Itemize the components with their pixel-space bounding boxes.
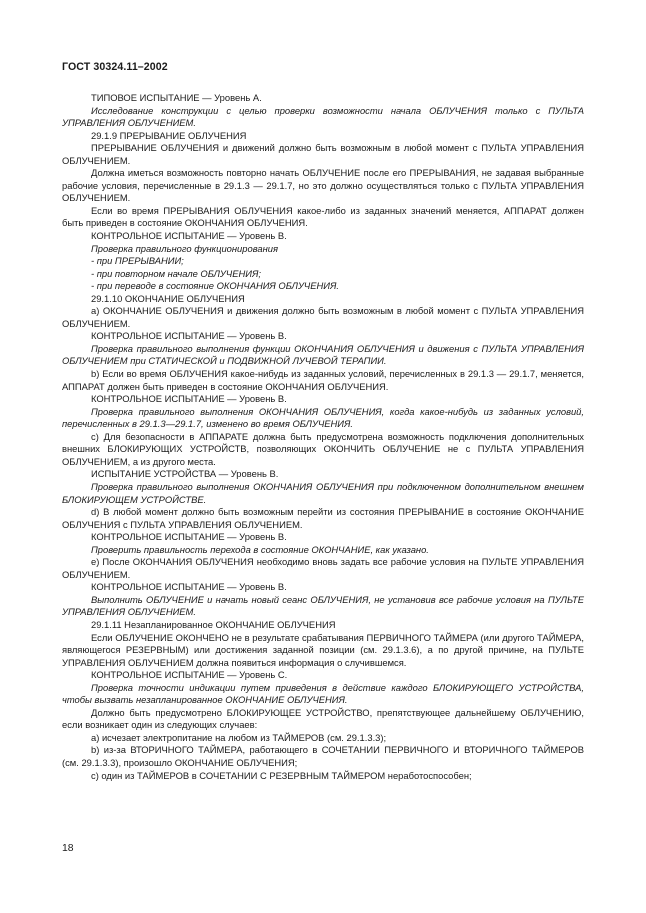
- paragraph: КОНТРОЛЬНОЕ ИСПЫТАНИЕ — Уровень В.: [91, 230, 287, 242]
- paragraph: Проверка правильного функционирования: [91, 242, 278, 254]
- paragraph: КОНТРОЛЬНОЕ ИСПЫТАНИЕ — Уровень В.: [91, 393, 287, 405]
- paragraph: 29.1.9 ПРЕРЫВАНИЕ ОБЛУЧЕНИЯ: [91, 129, 247, 141]
- paragraph: КОНТРОЛЬНОЕ ИСПЫТАНИЕ — Уровень В.: [91, 581, 287, 593]
- paragraph: Проверка точности индикации путем приведения в действие каждого БЛОКИРУЮЩЕГО УСТРОЙСТВА, чтобы вызвать незапланированное ОКОНЧАНИЕ ОБЛУЧЕНИЯ.: [62, 681, 584, 706]
- paragraph: Выполнить ОБЛУЧЕНИЕ и начать новый сеанс ОБЛУЧЕНИЯ, не установив все рабочие условия на ПУЛЬТЕ УПРАВЛЕНИЯ ОБЛУЧЕНИЕМ.: [62, 593, 584, 618]
- paragraph: d) В любой момент должно быть возможным перейти из состояния ПРЕРЫВАНИЕ в состояние ОКОНЧАНИЕ ОБЛУЧЕНИЯ с ПУЛЬТА УПРАВЛЕНИЯ ОБЛУЧЕНИЕМ.: [62, 506, 584, 530]
- paragraph: КОНТРОЛЬНОЕ ИСПЫТАНИЕ — Уровень В.: [91, 531, 287, 543]
- paragraph: Должна иметься возможность повторно начать ОБЛУЧЕНИЕ после его ПРЕРЫВАНИЯ, не задавая выбранные рабочие условия, перечисленные в 29.1.3 — 29.1.7, но это должно осуществляться только с ПУЛЬТА УПРАВЛЕНИЯ ОБЛУЧЕНИЕМ.: [62, 167, 584, 204]
- paragraph: а) исчезает электропитание на любом из ТАЙМЕРОВ (см. 29.1.3.3);: [91, 731, 387, 743]
- paragraph: Должно быть предусмотрено БЛОКИРУЮЩЕЕ УСТРОЙСТВО, препятствующее дальнейшему ОБЛУЧЕНИЮ, если возникает один из следующих случаев:: [62, 706, 584, 731]
- paragraph: ПРЕРЫВАНИЕ ОБЛУЧЕНИЯ и движений должно быть возможным в любой момент с ПУЛЬТА УПРАВЛЕНИЯ ОБЛУЧЕНИЕМ.: [62, 142, 584, 166]
- paragraph: ТИПОВОЕ ИСПЫТАНИЕ — Уровень А.: [91, 92, 262, 103]
- page-number: 18: [62, 843, 74, 854]
- paragraph: - при повторном начале ОБЛУЧЕНИЯ;: [91, 267, 261, 279]
- paragraph: с) один из ТАЙМЕРОВ в СОЧЕТАНИИ С РЕЗЕРВНЫМ ТАЙМЕРОМ неработоспособен;: [91, 769, 472, 781]
- paragraph: ИСПЫТАНИЕ УСТРОЙСТВА — Уровень В.: [91, 468, 279, 480]
- paragraph: е) После ОКОНЧАНИЯ ОБЛУЧЕНИЯ необходимо вновь задать все рабочие условия на ПУЛЬТЕ УПРАВЛЕНИЯ ОБЛУЧЕНИЕМ.: [62, 556, 584, 580]
- paragraph: b) из-за ВТОРИЧНОГО ТАЙМЕРА, работающего в СОЧЕТАНИИ ПЕРВИЧНОГО И ВТОРИЧНОГО ТАЙМЕРОВ (см. 29.1.3.3), произошло ОКОНЧАНИЕ ОБЛУЧЕНИЯ;: [62, 744, 584, 768]
- paragraph: - при ПРЕРЫВАНИИ;: [91, 255, 184, 267]
- paragraph: Проверка правильного выполнения функции ОКОНЧАНИЯ ОБЛУЧЕНИЯ и движения с ПУЛЬТА УПРАВЛЕНИЯ ОБЛУЧЕНИЕМ при СТАТИЧЕСКОЙ и ПОДВИЖНОЙ ЛУЧЕВОЙ ТЕРАПИИ.: [62, 342, 584, 367]
- paragraph: Если ОБЛУЧЕНИЕ ОКОНЧЕНО не в результате срабатывания ПЕРВИЧНОГО ТАЙМЕРА (или другого ТАЙМЕРА, являющегося РЕЗЕРВНЫМ) или достижения заданной позиции (см. 29.1.3.6), а по другой причине, на ПУЛЬТЕ УПРАВЛЕНИЯ ОБЛУЧЕНИЕМ должна появиться информация о случившемся.: [62, 631, 584, 668]
- paragraph: b) Если во время ОБЛУЧЕНИЯ какое-нибудь из заданных условий, перечисленных в 29.1.3 — 29.1.7, меняется, АППАРАТ должен быть приведен в состояние ОКОНЧАНИЯ ОБЛУЧЕНИЯ.: [62, 368, 584, 392]
- paragraph: 29.1.11 Незапланированное ОКОНЧАНИЕ ОБЛУЧЕНИЯ: [91, 618, 336, 630]
- paragraph: Проверить правильность перехода в состояние ОКОНЧАНИЕ, как указано.: [91, 543, 429, 555]
- paragraph: Исследование конструкции с целью проверки возможности начала ОБЛУЧЕНИЯ только с ПУЛЬТА УПРАВЛЕНИЯ ОБЛУЧЕНИЕМ.: [62, 104, 584, 129]
- paragraph: Проверка правильного выполнения ОКОНЧАНИЯ ОБЛУЧЕНИЯ при подключенном дополнительном внешнем БЛОКИРУЮЩЕМ УСТРОЙСТВЕ.: [62, 480, 584, 505]
- paragraph: Проверка правильного выполнения ОКОНЧАНИЯ ОБЛУЧЕНИЯ, когда какое-нибудь из заданных условий, перечисленных в 29.1.3—29.1.7, изменено во время ОБЛУЧЕНИЯ.: [62, 405, 584, 430]
- paragraph: а) ОКОНЧАНИЕ ОБЛУЧЕНИЯ и движения должно быть возможным в любой момент с ПУЛЬТА УПРАВЛЕНИЯ ОБЛУЧЕНИЕМ.: [62, 305, 584, 329]
- paragraph: 29.1.10 ОКОНЧАНИЕ ОБЛУЧЕНИЯ: [91, 292, 245, 304]
- paragraph: КОНТРОЛЬНОЕ ИСПЫТАНИЕ — Уровень В.: [91, 330, 287, 342]
- paragraph: - при переводе в состояние ОКОНЧАНИЯ ОБЛУЧЕНИЯ.: [91, 280, 339, 292]
- document-body: [62, 92, 584, 782]
- paragraph: с) Для безопасности в АППАРАТЕ должна быть предусмотрена возможность подключения дополнительных внешних БЛОКИРУЮЩИХ УСТРОЙСТВ, позволяющих ОКОНЧИТЬ ОБЛУЧЕНИЕ не с ПУЛЬТА УПРАВЛЕНИЯ ОБЛУЧЕНИЕМ, а из другого места.: [62, 430, 584, 467]
- document-header: ГОСТ 30324.11–2002: [62, 61, 168, 73]
- paragraph: Если во время ПРЕРЫВАНИЯ ОБЛУЧЕНИЯ какое-либо из заданных значений меняется, АППАРАТ должен быть приведен в состояние ОКОНЧАНИЯ ОБЛУЧЕНИЯ.: [62, 204, 584, 229]
- paragraph: КОНТРОЛЬНОЕ ИСПЫТАНИЕ — Уровень С.: [91, 669, 288, 681]
